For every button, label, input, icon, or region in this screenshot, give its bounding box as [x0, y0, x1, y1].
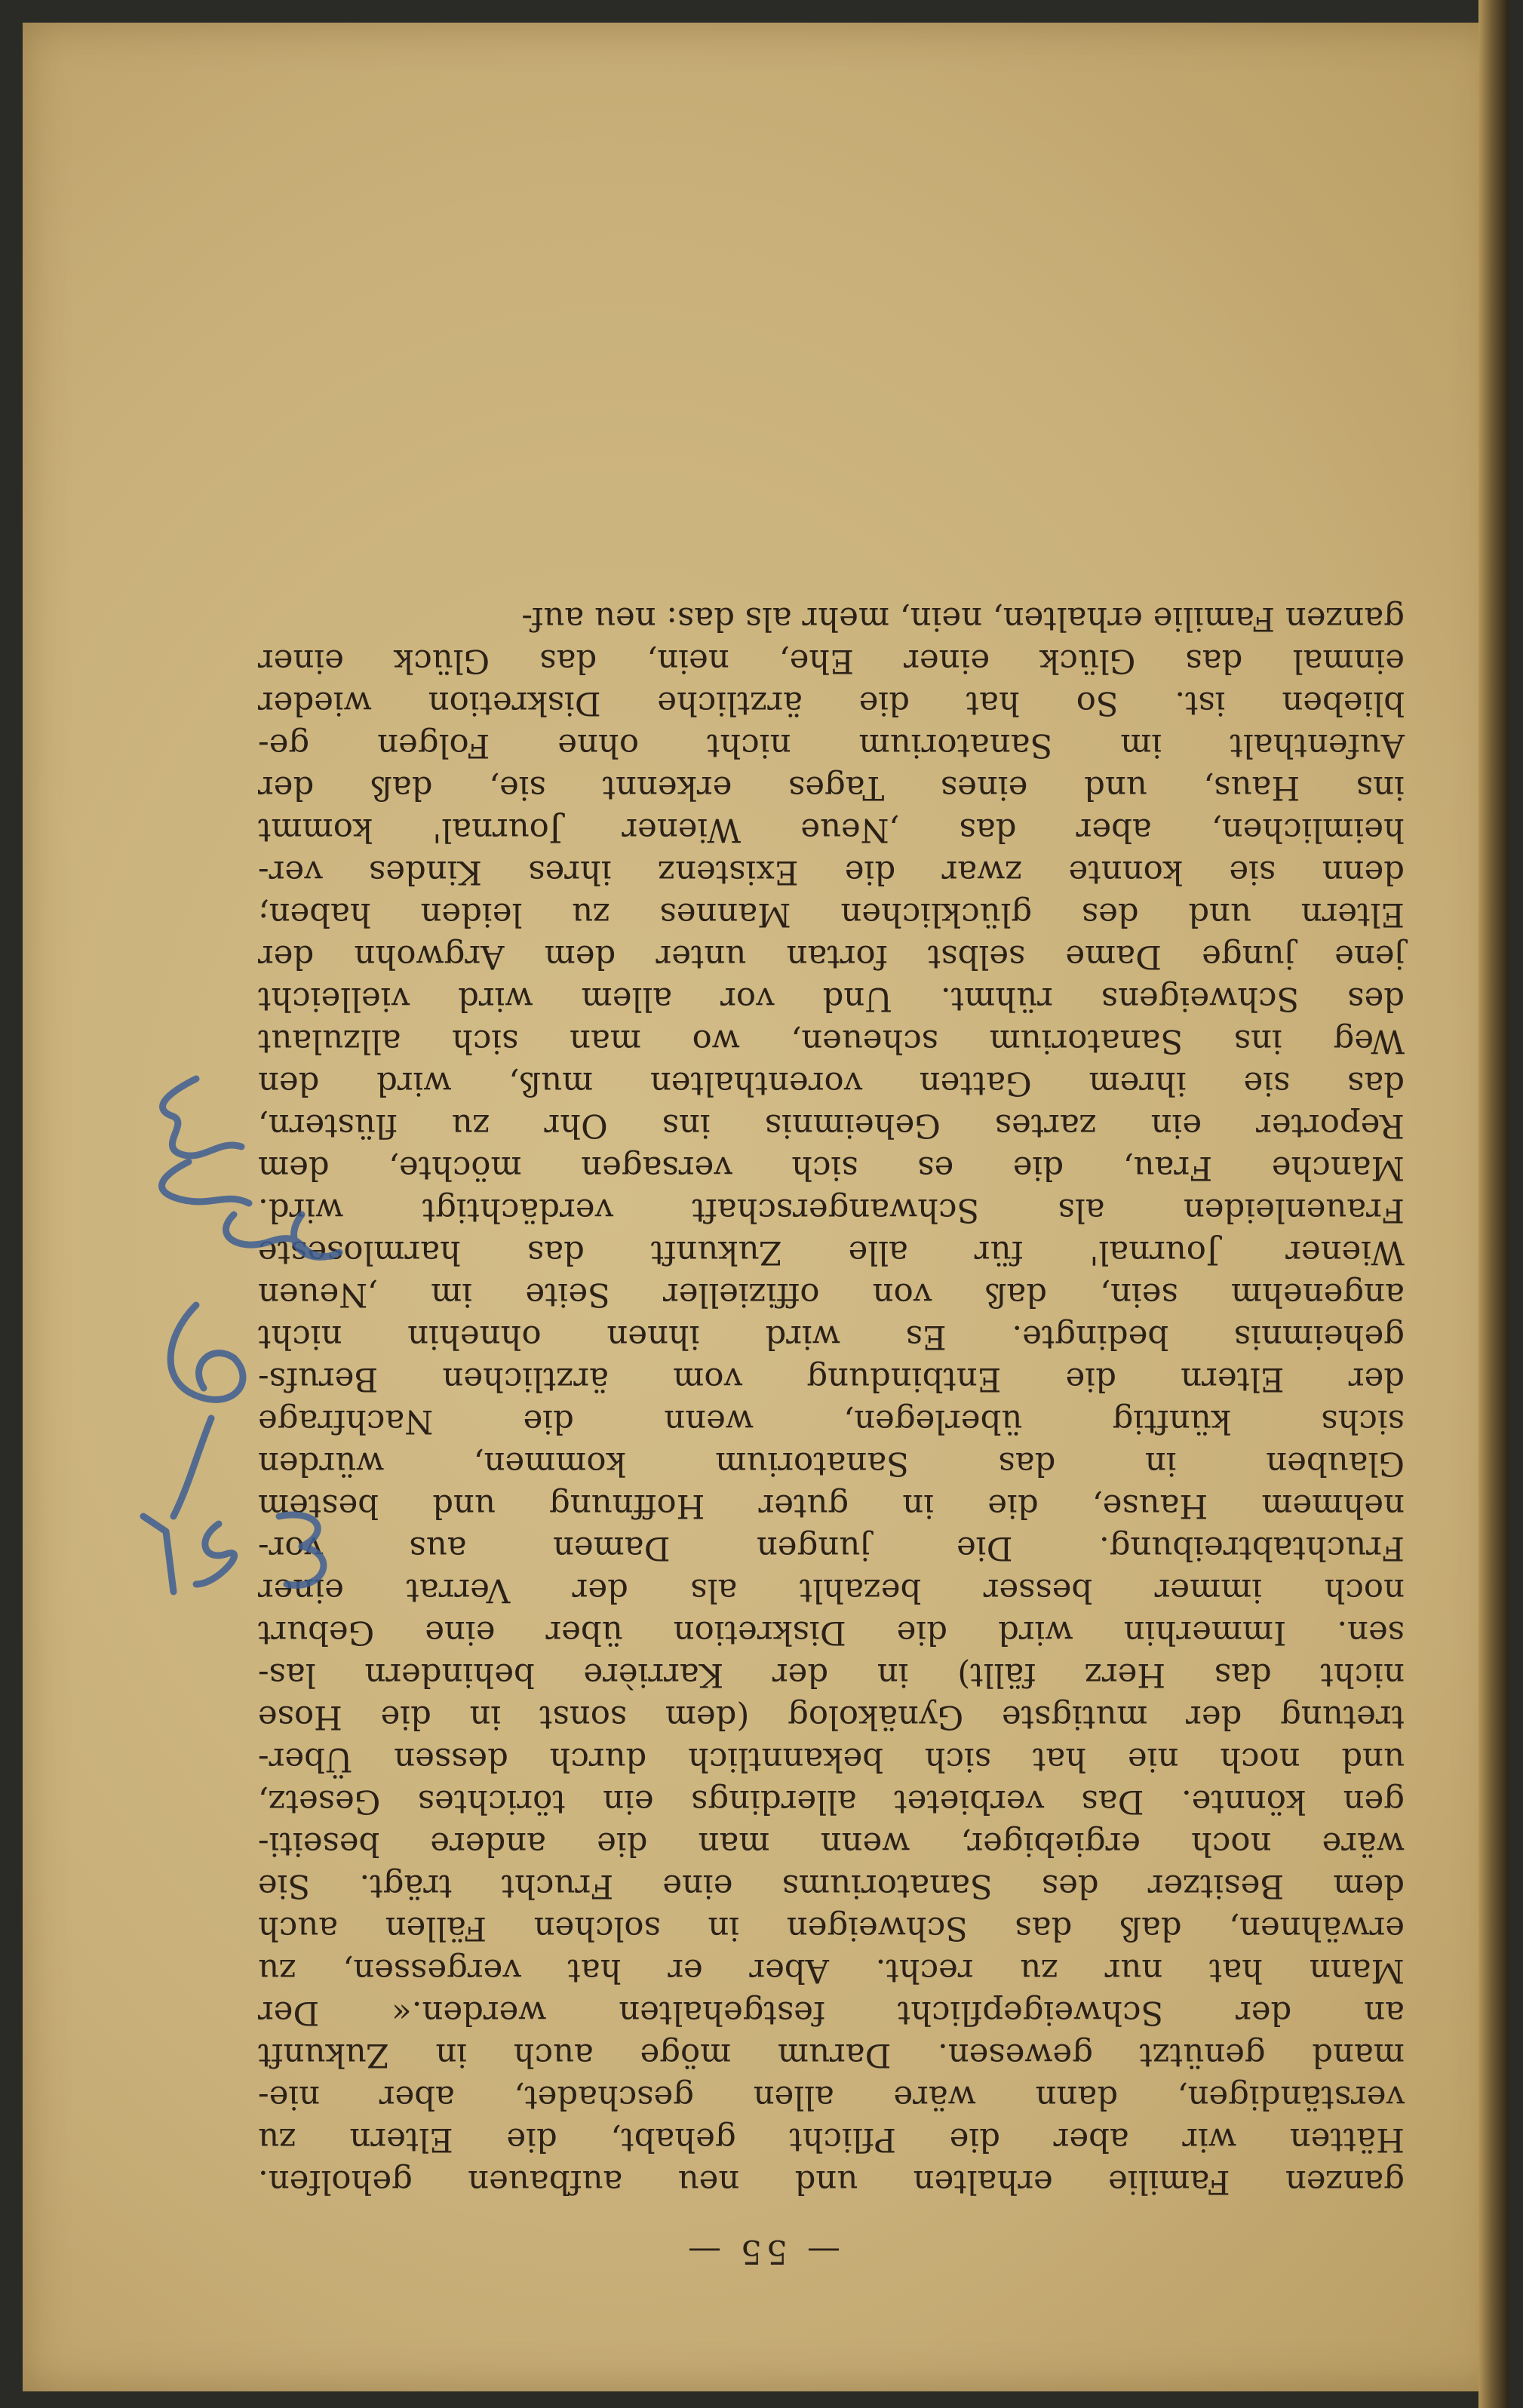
text-line: noch immer besser bezahlt als der Verrat einer: [258, 1571, 1405, 1609]
text-line: Wiener Journal' für alle Zukunft das harmloseste: [258, 1233, 1405, 1271]
text-line: Glauben in das Sanatorium kommen, würden: [258, 1445, 1405, 1482]
text-line: ganzen Familie erhalten und neu aufbauen geholfen.: [258, 2163, 1405, 2201]
text-line: heimlichen, aber das ‚Neue Wiener Journal' kommt: [258, 811, 1405, 849]
text-line: der Eltern die Entbindung vom ärztlichen Berufs-: [258, 1360, 1405, 1398]
text-line: ganzen Familie erhalten, nein, mehr als das: neu auf-: [521, 600, 1405, 637]
text-line: einmal das Glück einer Ehe, nein, das Glück einer: [258, 642, 1405, 680]
text-line: geheimnis bedingte. Es wird ihnen ohnehin nicht: [258, 1318, 1405, 1356]
text-line: sichs künftig überlegen, wenn die Nachfrage: [258, 1402, 1405, 1440]
handwritten-marginalia: [83, 1064, 370, 1637]
text-line: nehmem Hause, die in guter Hoffnung und bestem: [258, 1487, 1405, 1525]
text-line: an der Schweigepflicht festgehalten werden.« Der: [258, 1994, 1405, 2032]
text-line: Reporter ein zartes Geheimnis ins Ohr zu flüstern,: [258, 1107, 1405, 1144]
text-line: erwähnen, daß das Schweigen in solchen Fällen auch: [258, 1909, 1405, 1947]
text-line: und noch nie hat sich bekanntlich durch dessen Über-: [258, 1740, 1405, 1778]
text-line: Eltern und des glücklichen Mannes zu leiden haben;: [258, 895, 1405, 933]
text-line: jene junge Dame selbst fortan unter dem Argwohn der: [258, 938, 1405, 975]
text-line: denn sie konnte zwar die Existenz ihres Kindes ver-: [258, 853, 1405, 891]
text-line: Aufenthalt im Sanatorium nicht ohne Folgen ge-: [258, 726, 1405, 764]
body-text: [258, 597, 1405, 2203]
text-line: gen könnte. Das verbietet allerdings ein törichtes Gesetz,: [258, 1783, 1405, 1820]
text-line: mand genützt gewesen. Darum möge auch in Zukunft: [258, 2036, 1405, 2074]
text-line: sen. Immerhin wird die Diskretion über eine Geburt: [258, 1614, 1405, 1651]
text-line: dem Besitzer des Sanatoriums eine Frucht trägt. Sie: [258, 1867, 1405, 1905]
text-line: Weg ins Sanatorium scheuen, wo man sich allzulaut: [258, 1022, 1405, 1060]
text-line: verständigen, dann wäre allen geschadet, aber nie-: [258, 2078, 1405, 2116]
text-line: wäre noch ergiebiger, wenn man die andere beseiti-: [258, 1825, 1405, 1863]
text-line: Fruchtabtreibung. Die jungen Damen aus vor-: [258, 1529, 1405, 1567]
text-line: Manche Frau, die es sich versagen möchte, dem: [258, 1149, 1405, 1187]
text-line: ins Haus, und eines Tages erkennt sie, daß der: [258, 769, 1405, 806]
text-line: des Schweigens rühmt. Und vor allem wird vielleicht: [258, 980, 1405, 1018]
text-line: das sie ihrem Gatten vorenthalten muß, wird den: [258, 1064, 1405, 1102]
text-line: nicht das Herz fällt) in der Karrière behindern las-: [258, 1656, 1405, 1694]
page-number: — 55 —: [683, 2232, 840, 2271]
text-line: Hätten wir aber die Pflicht gehabt, die Eltern zu: [258, 2121, 1405, 2158]
text-line: angenehm sein, daß von offizieller Seite im ‚Neuen: [258, 1276, 1405, 1313]
book-page: [23, 23, 1501, 2391]
text-line: tretung der mutigste Gynäkolog (dem sonst in die Hose: [258, 1698, 1405, 1736]
text-line: Mann hat nur zu recht. Aber er hat vergessen, zu: [258, 1952, 1405, 1989]
text-line: Frauenleiden als Schwangerschaft verdächtigt wird.: [258, 1191, 1405, 1229]
text-line: blieben ist. So hat die ärztliche Diskretion wieder: [258, 684, 1405, 722]
book-gutter: [1478, 0, 1509, 2408]
